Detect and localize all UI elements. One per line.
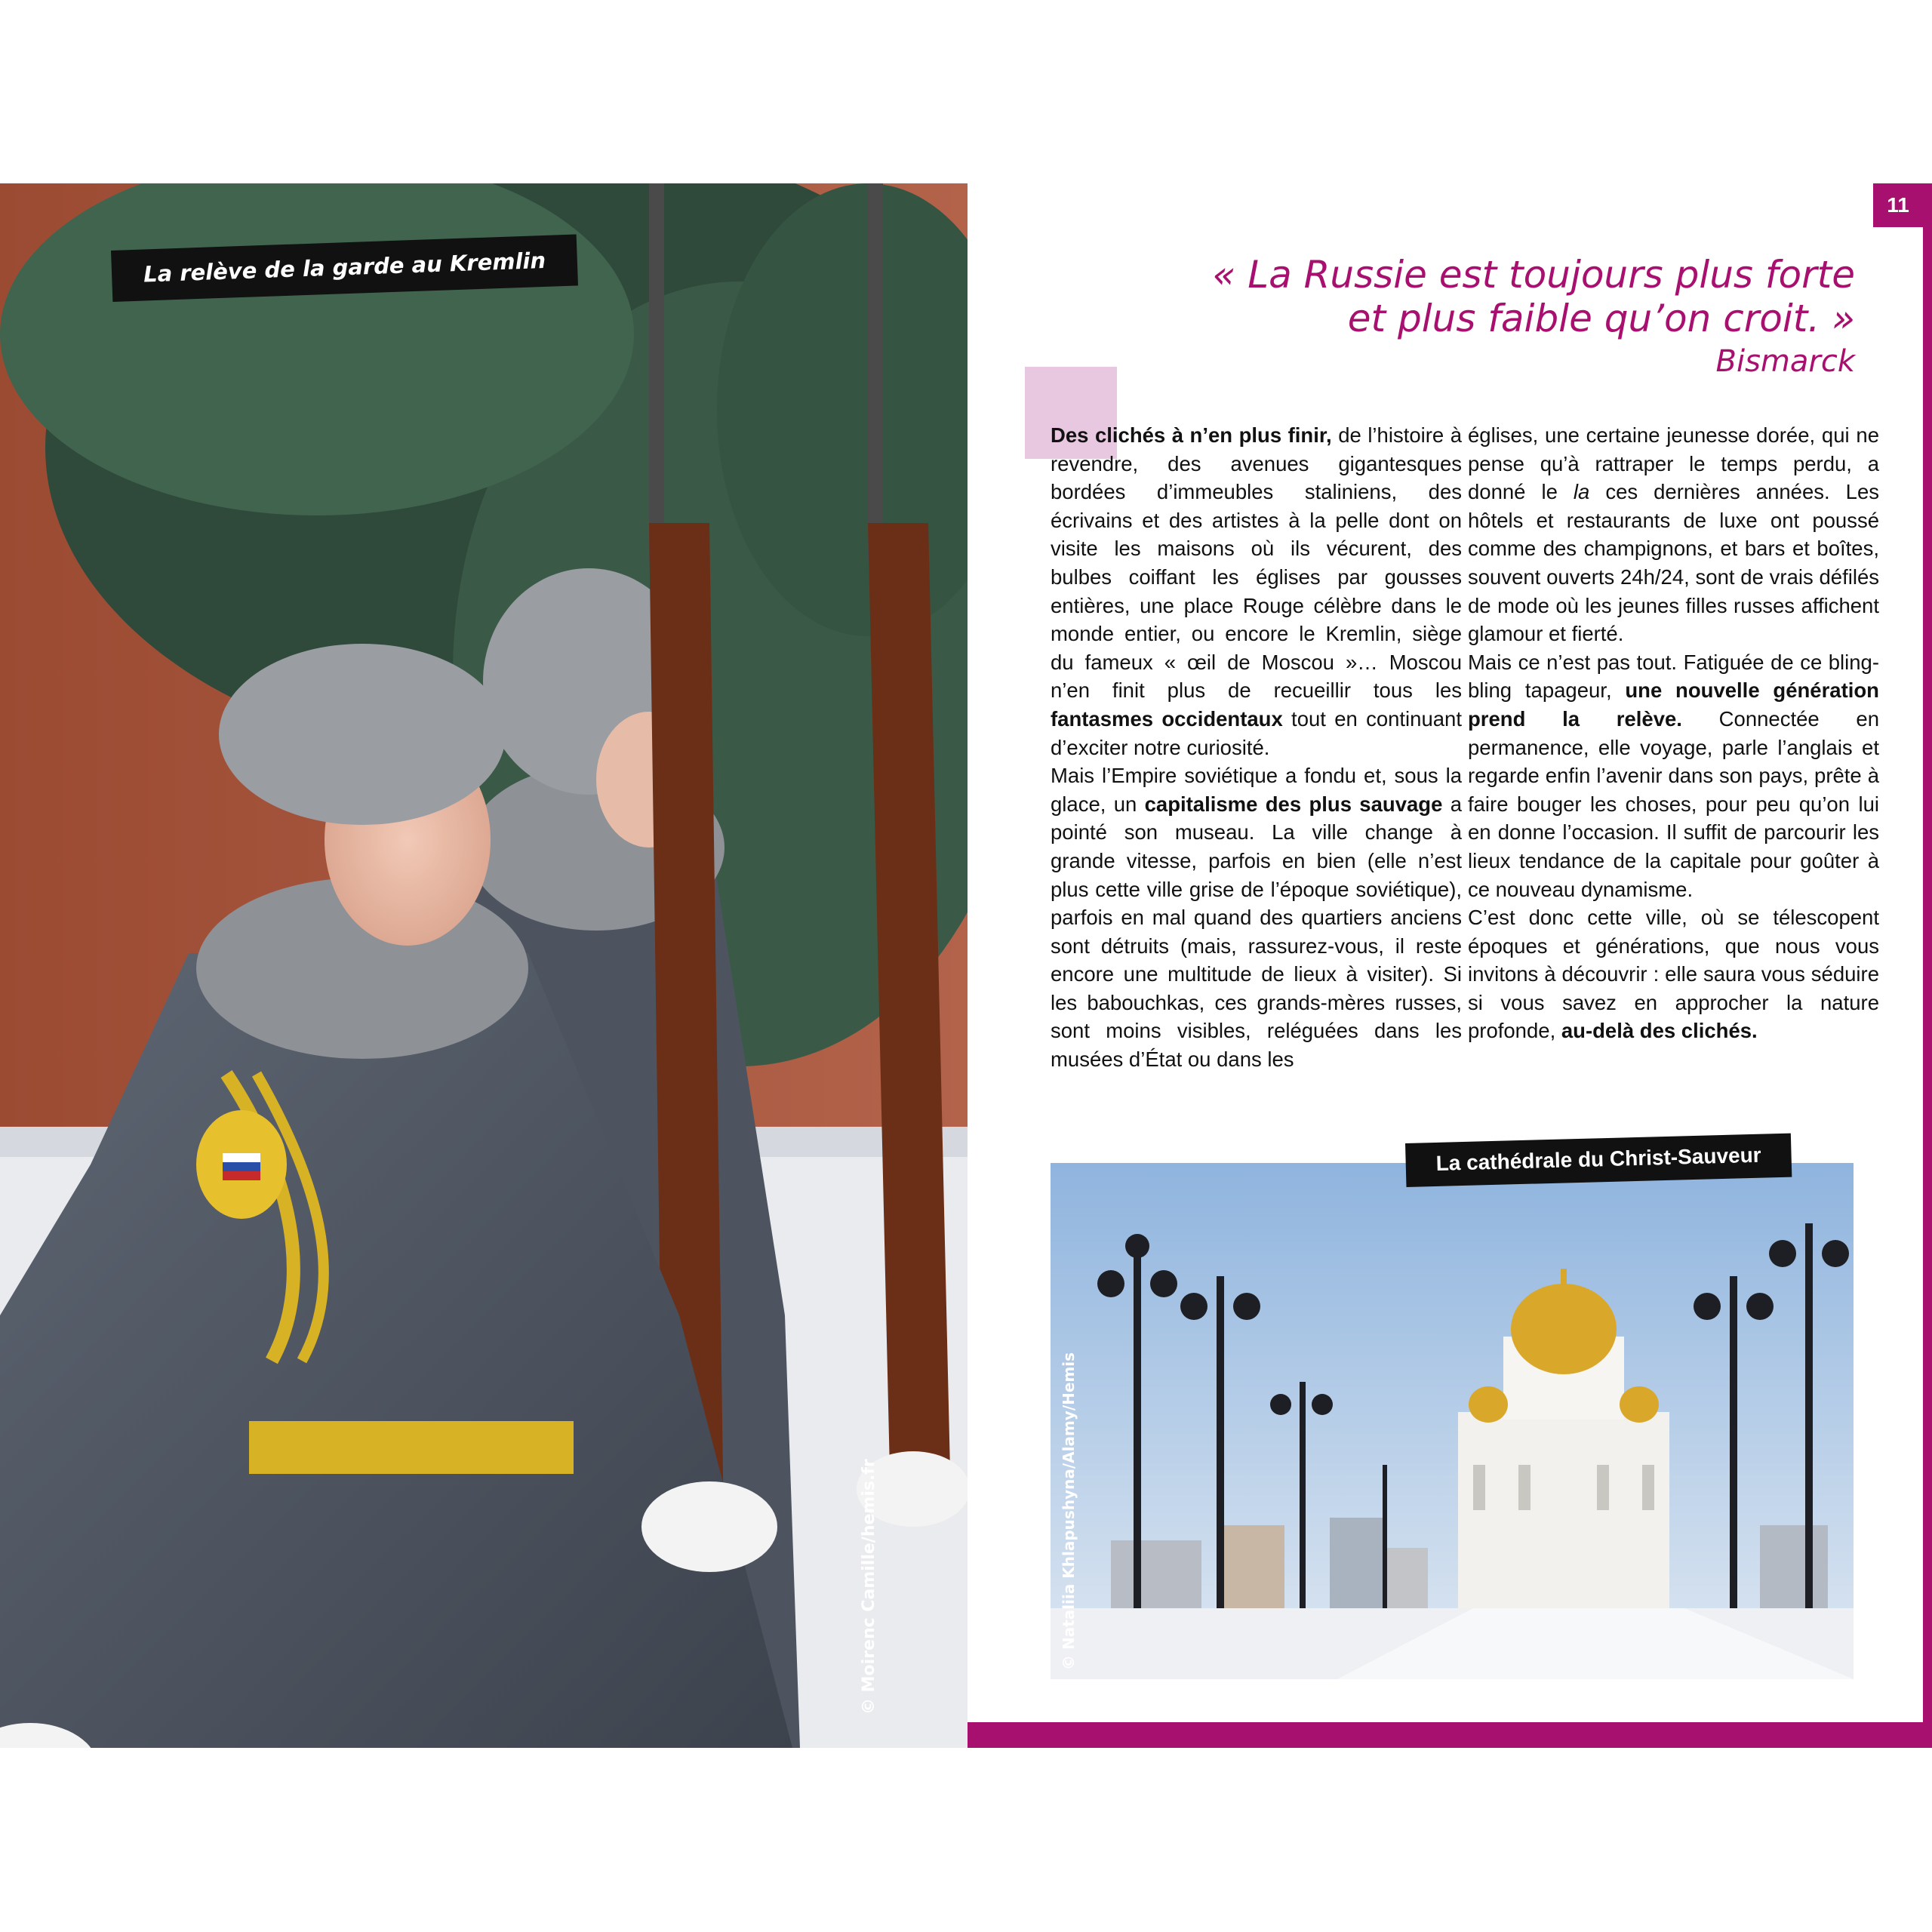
bold-phrase: au-delà des clichés. [1561,1019,1758,1043]
text-run: a pointé son museau. La ville change à grande vitesse, parfois en bien (elle n’est plus cette ville grise de l’époque soviétique), parfois en mal quand des quartiers anciens sont détruits (mais, rassurez-vous, il reste encore une multitude de lieux à visiter). Si les babouchkas, ces grands-mères russes, sont moins visibles, reléguées dans les musées d’État ou dans les [1051,792,1462,1072]
text-run: Mais ce n’est pas tout. Fatiguée de ce bling-bling tapageur, [1468,650,1879,703]
italic-word: la [1573,480,1590,504]
quote-line-2: et plus faible qu’on croit. » [1347,297,1855,340]
cathedral-credit: © Nataliia Khlapushyna/Alamy/Hemis [1060,1352,1078,1670]
paragraph [1468,421,1879,648]
paragraph [1051,761,1462,1074]
text-run: Connectée en permanence, elle voyage, parle l’anglais et regarde enfin l’avenir dans son pays, prête à faire bouger les choses, pour peu qu’on lui en donne l’occasion. Il suffit de parcourir les lieux tendance de la capitale pour goûter à ce nouveau dynamisme. [1468,706,1879,901]
quote-line-1: « La Russie est toujours plus forte [1212,253,1855,297]
guard-illustration [0,183,968,1748]
guard-photo [0,183,968,1748]
paragraph [1468,648,1879,903]
text-run: de l’histoire à revendre, des avenues gigantesques bordées d’immeubles staliniens, des écrivains et des artistes à la pelle dont on visite les maisons où ils vécurent, des bulbes coiffant les églises par gousses entières, une place Rouge célèbre dans le monde entier, ou encore le Kremlin, siège du fameux « œil de Moscou »… Moscou n’en finit plus de recueillir tous les [1051,423,1462,703]
text-run: ces dernières années. Les hôtels et restaurants de luxe ont poussé comme des champignons, et bars et boîtes, souvent ouverts 24h/24, sont de vrais défilés de mode où les jeunes filles russes affichent glamour et fierté. [1468,480,1880,646]
bold-lead: Des clichés à n’en plus finir, [1051,423,1332,447]
paragraph [1468,903,1879,1045]
right-page [968,183,1932,1748]
page-number: 11 [1873,183,1923,227]
bold-phrase: capitalisme des plus sauvage [1144,792,1443,816]
text-run: tout en continuant d’exciter notre curiosité. [1051,706,1462,759]
bold-phrase: une nouvelle génération prend la relève. [1468,678,1879,731]
quote-author: Bismarck [1715,344,1855,379]
cathedral-illustration [1051,1163,1854,1679]
page-bottom-bar [968,1722,1932,1748]
paragraph [1051,421,1462,761]
photo-credit: © Moirenc Camille/hemis.fr [860,1459,878,1715]
text-run: Mais l’Empire soviétique a fondu et, sous la glace, un [1051,764,1462,816]
body-column-1 [1051,421,1462,1074]
page-edge-bar [1923,183,1932,1748]
photo-caption: La relève de la garde au Kremlin [111,234,578,301]
body-column-2 [1468,421,1879,1045]
bold-phrase: fantasmes occidentaux [1051,706,1283,731]
cathedral-photo [1051,1163,1854,1679]
epigraph [1213,253,1855,380]
text-run: C’est donc cette ville, où se télescopent époques et générations, que nous vous invitons à découvrir : elle saura vous séduire si vous savez en approcher la nature profonde, [1468,906,1879,1043]
text-run: églises, une certaine jeunesse dorée, qui ne pense qu’à rattraper le temps perdu, a donné le [1468,423,1879,504]
cathedral-caption: La cathédrale du Christ-Sauveur [1405,1134,1792,1187]
